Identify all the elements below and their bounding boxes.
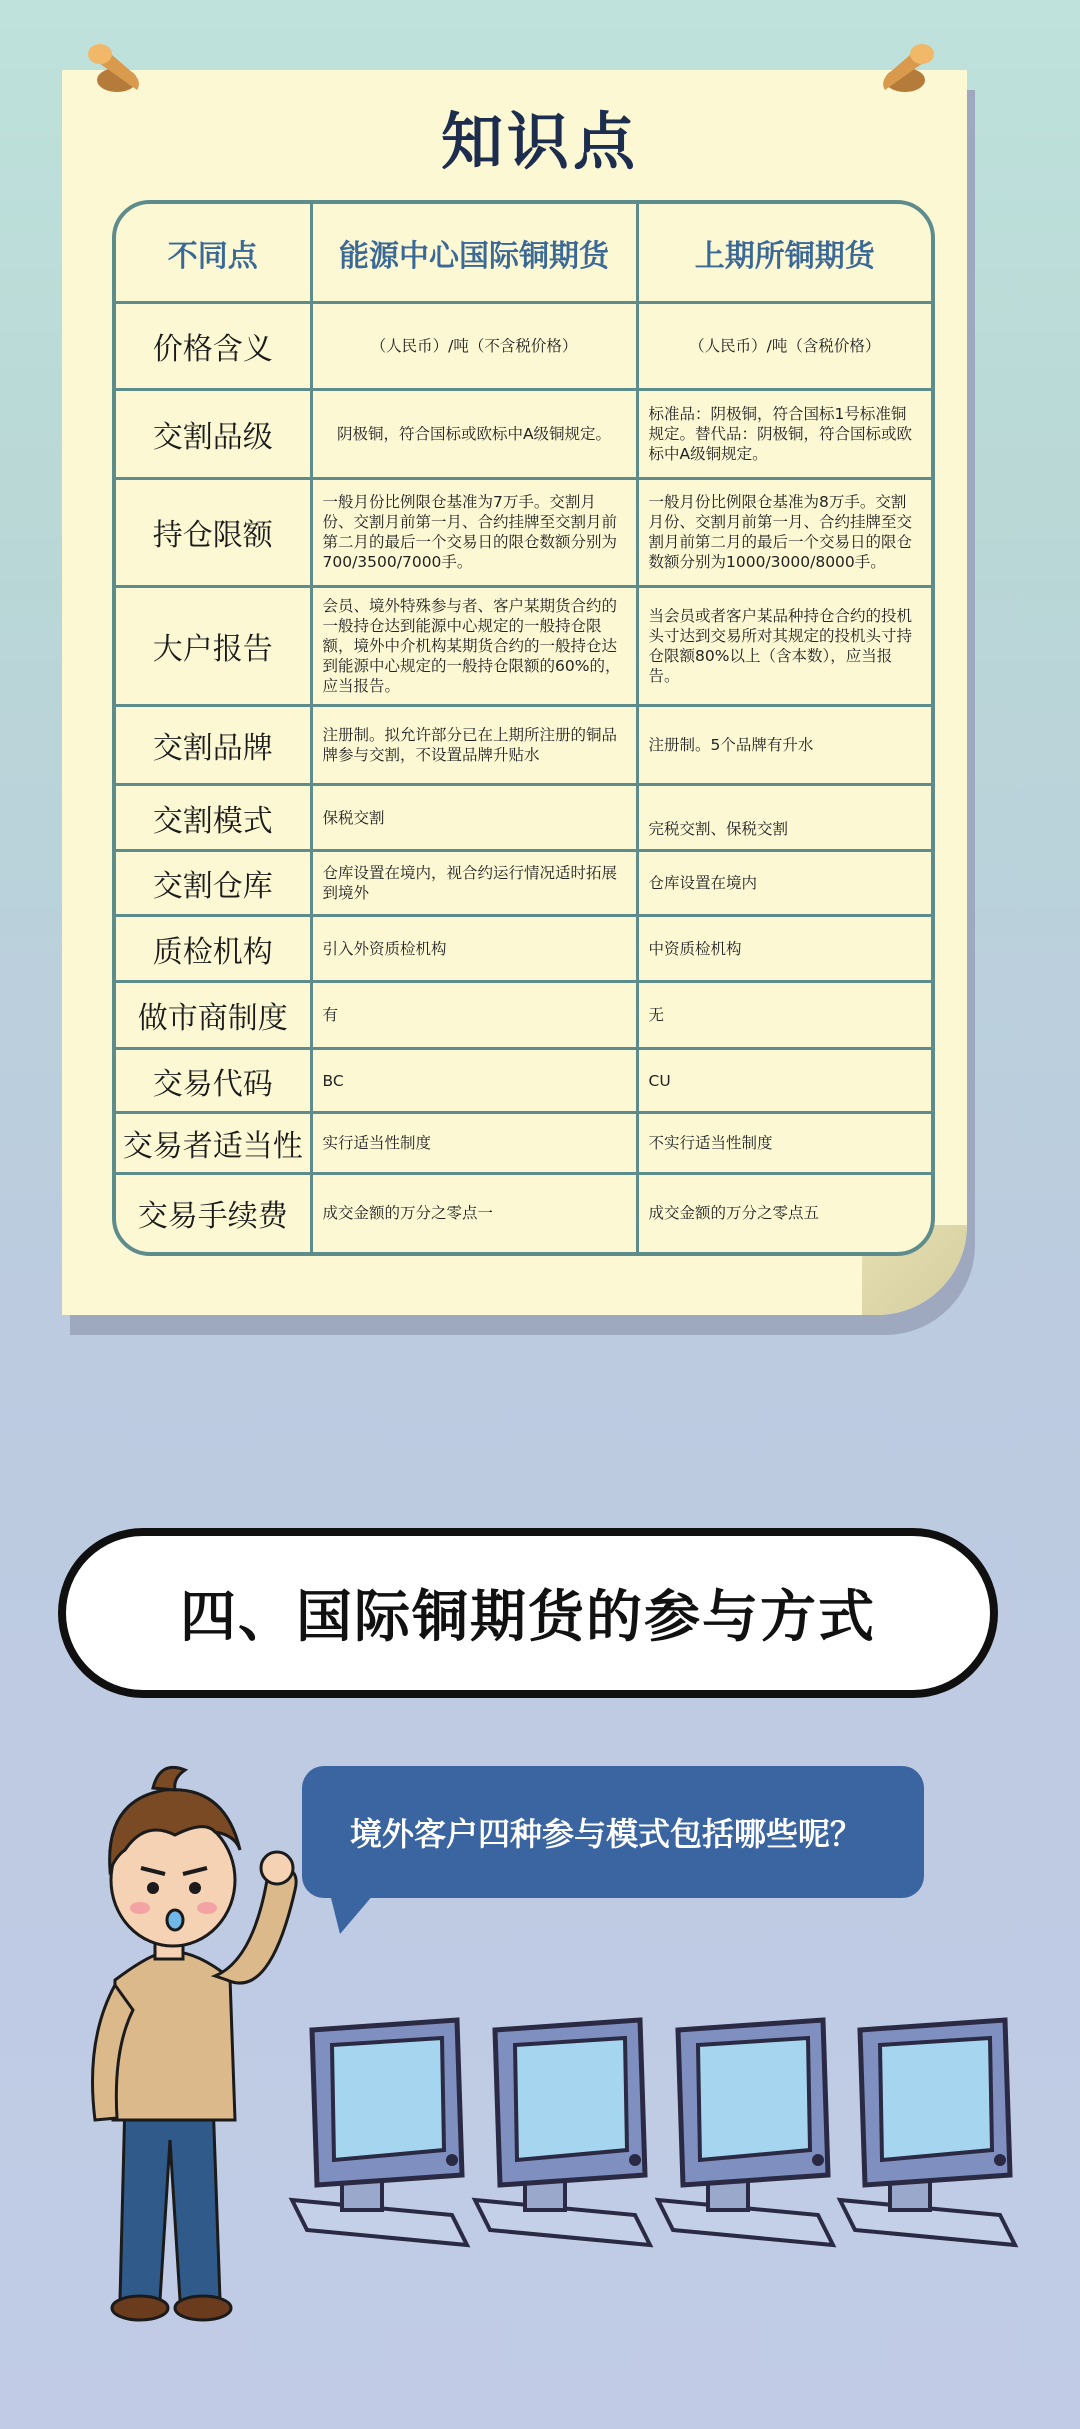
table-row	[116, 1113, 931, 1173]
cell-shfe: 无	[637, 982, 931, 1049]
bubble-tail	[330, 1894, 374, 1934]
table-row	[116, 587, 931, 706]
row-label: 质检机构	[116, 915, 311, 982]
row-label: 交割品牌	[116, 706, 311, 785]
table-row	[116, 303, 931, 390]
cell-shfe: CU	[637, 1048, 931, 1112]
table-row	[116, 478, 931, 587]
table-row	[116, 389, 931, 478]
question-bubble: 境外客户四种参与模式包括哪些呢？	[302, 1766, 924, 1898]
cell-ine: 会员、境外特殊参与者、客户某期货合约的一般持仓达到能源中心规定的一般持仓限额，境外中介机构某期货合约的一般持仓达到能源中心规定的一般持仓限额的60%的，应当报告。	[311, 587, 637, 706]
cell-ine: 仓库设置在境内，视合约运行情况适时拓展到境外	[311, 851, 637, 915]
table-row	[116, 706, 931, 785]
table-row	[116, 915, 931, 982]
card-title: 知识点	[440, 105, 639, 178]
cell-shfe: （人民币）/吨（含税价格）	[637, 303, 931, 390]
row-label: 做市商制度	[116, 982, 311, 1049]
cell-shfe: 中资质检机构	[637, 915, 931, 982]
cell-shfe: 不实行适当性制度	[637, 1113, 931, 1173]
cell-ine: 有	[311, 982, 637, 1049]
monitor-icon	[830, 2010, 1030, 2260]
cell-shfe: 标准品：阴极铜，符合国标1号标准铜规定。替代品：阴极铜，符合国标或欧标中A级铜规定。	[637, 389, 931, 478]
row-label: 交割模式	[116, 784, 311, 851]
table-row	[116, 1173, 931, 1252]
table-row	[116, 851, 931, 915]
monitor-icon	[465, 2010, 665, 2260]
cell-ine: 保税交割	[311, 784, 637, 851]
cell-ine: 注册制。拟允许部分已在上期所注册的铜品牌参与交割，不设置品牌升贴水	[311, 706, 637, 785]
monitor-icon	[648, 2010, 848, 2260]
table-row	[116, 982, 931, 1049]
table-row	[116, 1048, 931, 1112]
cell-shfe: 完税交割、保税交割	[637, 784, 931, 851]
table-row	[116, 784, 931, 851]
cell-shfe: 当会员或者客户某品种持仓合约的投机头寸达到交易所对其规定的投机头寸持仓限额80%以上（含本数），应当报告。	[637, 587, 931, 706]
cell-shfe: 一般月份比例限仓基准为8万手。交割月份、交割月前第一月、合约挂牌至交割月前第二月的最后一个交易日的限仓数额分别为1000/3000/8000手。	[637, 478, 931, 587]
cell-shfe: 注册制。5个品牌有升水	[637, 706, 931, 785]
pin-right-icon	[870, 40, 940, 100]
table-header-row	[116, 204, 931, 303]
cell-ine: 阴极铜，符合国标或欧标中A级铜规定。	[311, 389, 637, 478]
cell-ine: 一般月份比例限仓基准为7万手。交割月份、交割月前第一月、合约挂牌至交割月前第二月的最后一个交易日的限仓数额分别为700/3500/7000手。	[311, 478, 637, 587]
row-label: 交割仓库	[116, 851, 311, 915]
cell-shfe: 成交金额的万分之零点五	[637, 1173, 931, 1252]
row-label: 持仓限额	[116, 478, 311, 587]
cell-ine: 实行适当性制度	[311, 1113, 637, 1173]
row-label: 交割品级	[116, 389, 311, 478]
cell-ine: BC	[311, 1048, 637, 1112]
section-title: 四、国际铜期货的参与方式	[58, 1528, 998, 1698]
header-ine-copper: 能源中心国际铜期货	[311, 204, 637, 303]
row-label: 交易者适当性	[116, 1113, 311, 1173]
row-label: 大户报告	[116, 587, 311, 706]
header-shfe-copper: 上期所铜期货	[637, 204, 931, 303]
comparison-table	[112, 200, 935, 1256]
row-label: 价格含义	[116, 303, 311, 390]
row-label: 交易代码	[116, 1048, 311, 1112]
header-difference: 不同点	[116, 204, 311, 303]
row-label: 交易手续费	[116, 1173, 311, 1252]
cell-ine: 引入外资质检机构	[311, 915, 637, 982]
pin-left-icon	[82, 40, 152, 100]
cell-shfe: 仓库设置在境内	[637, 851, 931, 915]
cell-ine: （人民币）/吨（不含税价格）	[311, 303, 637, 390]
monitor-icon	[282, 2010, 482, 2260]
cell-ine: 成交金额的万分之零点一	[311, 1173, 637, 1252]
